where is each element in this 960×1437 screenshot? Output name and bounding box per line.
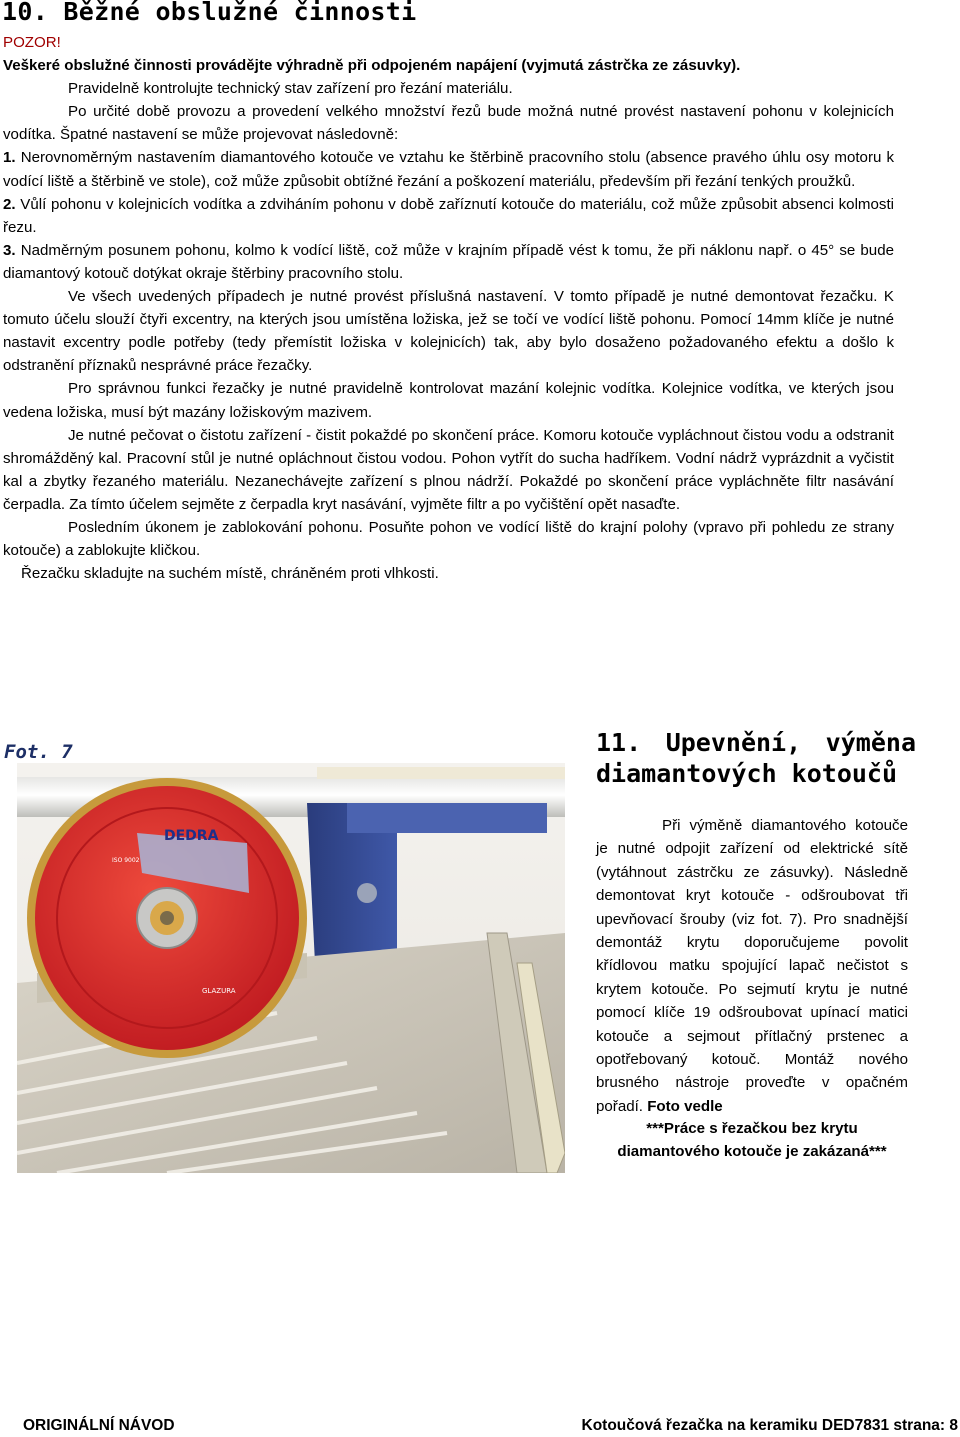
- warning-text: Veškeré obslužné činnosti provádějte výhradně při odpojeném napájení (vyjmutá zástrčka ze zásuvky).: [3, 57, 741, 75]
- section-11-warning: ***Práce s řezačkou bez krytu diamantového kotouče je zakázaná***: [617, 1120, 887, 1161]
- figure-label: Fot. 7: [4, 741, 73, 763]
- list-number: 2.: [3, 195, 16, 213]
- list-text: Nadměrným posunem pohonu, kolmo k vodící liště, což může v krajním případě vést k tomu, že při náklonu např. o 45° se bude diamantový kotouč dotýkat okraje štěrbiny pracovního stolu.: [3, 241, 894, 282]
- paragraph-2: Po určité době provozu a provedení velkého množství řezů bude možná nutné provést nastavení pohonu v kolejnicích vodítka. Špatné nastavení se může projevovat následovně:: [3, 103, 894, 144]
- list-item-3: [3, 239, 894, 285]
- disc-brand: DEDRA: [164, 828, 219, 844]
- disc-label-2: GLAZURA: [202, 987, 236, 995]
- bolt: [357, 883, 377, 903]
- section-11-bold: Foto vedle: [647, 1097, 723, 1115]
- section-10-title: 10. Běžné obslužné činnosti: [2, 0, 417, 26]
- list-text: Nerovnoměrným nastavením diamantového kotouče ve vztahu ke štěrbině pracovního stolu (absence pravého úhlu osy motoru k vodící liště a štěrbině ve stole), což může způsobit obtížné řezání a poškození materiálu, především při řezání tenkých proužků.: [3, 149, 894, 190]
- paragraph-7: Řezačku skladujte na suchém místě, chráněném proti vlhkosti.: [21, 565, 439, 583]
- paragraph-4: Pro správnou funkci řezačky je nutné pravidelně kontrolovat mazání kolejnic vodítka. Kolejnice vodítka, ve kterých jsou vedena ložiska, musí být mazány ložiskovým mazivem.: [3, 380, 894, 421]
- list-item-1: [3, 146, 894, 192]
- disc-iso: ISO 9002: [112, 857, 140, 864]
- paragraph-5: Je nutné pečovat o čistotu zařízení - čistit pokaždé po skončení práce. Komoru kotouče vypláchnout čistou vodu a odstranit shromážděný kal. Pracovní stůl je nutné opláchnout čistou vodou. Pohon vytřít do sucha hadříkem. Vodní nádrž vyprázdnit a vyčistit kal a zbytky řezaného materiálu. Nezanechávejte zařízení s plnou nádrží. Pokaždé po skončení práce vypláchněte filtr nasávání čerpadla. Za tímto účelem sejměte z čerpadla kryt nasávání, vyjměte filtr a po vyčištění opět nasaďte.: [3, 426, 894, 513]
- footer-left: ORIGINÁLNÍ NÁVOD: [23, 1417, 175, 1434]
- warning-label: POZOR!: [3, 34, 61, 51]
- list-number: 3.: [3, 241, 16, 259]
- figure-photo: [17, 763, 565, 1173]
- top-scale: [317, 767, 565, 779]
- list-number: 1.: [3, 149, 16, 167]
- tile-cutter-photo: [17, 763, 565, 1173]
- section-10-body: [3, 31, 894, 585]
- section-11-body: [596, 814, 908, 1118]
- shaft: [160, 911, 174, 925]
- paragraph-1: Pravidelně kontrolujte technický stav zařízení pro řezání materiálu.: [68, 80, 513, 98]
- section-11-title: 11. Upevnění, výměna diamantových kotoučů: [596, 728, 916, 788]
- footer-right: Kotoučová řezačka na keramiku DED7831 strana: 8: [581, 1417, 958, 1434]
- motor-top: [347, 803, 547, 833]
- paragraph-6: Posledním úkonem je zablokování pohonu. Posuňte pohon ve vodící liště do krajní polohy (vpravo při pohledu ze strany kotouče) a zablokujte kličkou.: [3, 518, 894, 560]
- section-11-paragraph: [596, 814, 908, 1118]
- section-11-text: Při výměně diamantového kotouče je nutné odpojit zařízení od elektrické sítě (vytáhnout zástrčku ze zásuvky). Následně demontovat kryt kotouče - odšroubovat tři upevňovací šrouby (viz fot. 7). Pro snadnější demontáž krytu doporučujeme povolit křídlovou matku spojující lapač nečistot s krytem kotouče. Po sejmutí krytu je nutné pomocí klíče 19 odšroubovat upínací matici kotouče a sejmout přítlačný prstenec a opotřebovaný kotouč. Montáž nového brusného nástroje proveďte v opačném pořadí.: [596, 817, 908, 1115]
- paragraph-3: Ve všech uvedených případech je nutné provést příslušná nastavení. V tomto případě je nutné demontovat řezačku. K tomuto účelu slouží čtyři excentry, na kterých jsou umístěna ložiska, jež se točí ve vodící liště pohonu. Pomocí 14mm klíče je nutné nastavit excentry podle potřeby (tedy přemístit ložiska v kolejnicích) tak, aby bylo dosaženo požadovaného efektu a došlo k odstranění příznaků nesprávné práce řezačky.: [3, 288, 894, 375]
- list-text: Vůlí pohonu v kolejnicích vodítka a zdviháním pohonu v době zaříznutí kotouče do materiálu, což může způsobit absenci kolmosti řezu.: [3, 195, 894, 236]
- list-item-2: [3, 193, 894, 239]
